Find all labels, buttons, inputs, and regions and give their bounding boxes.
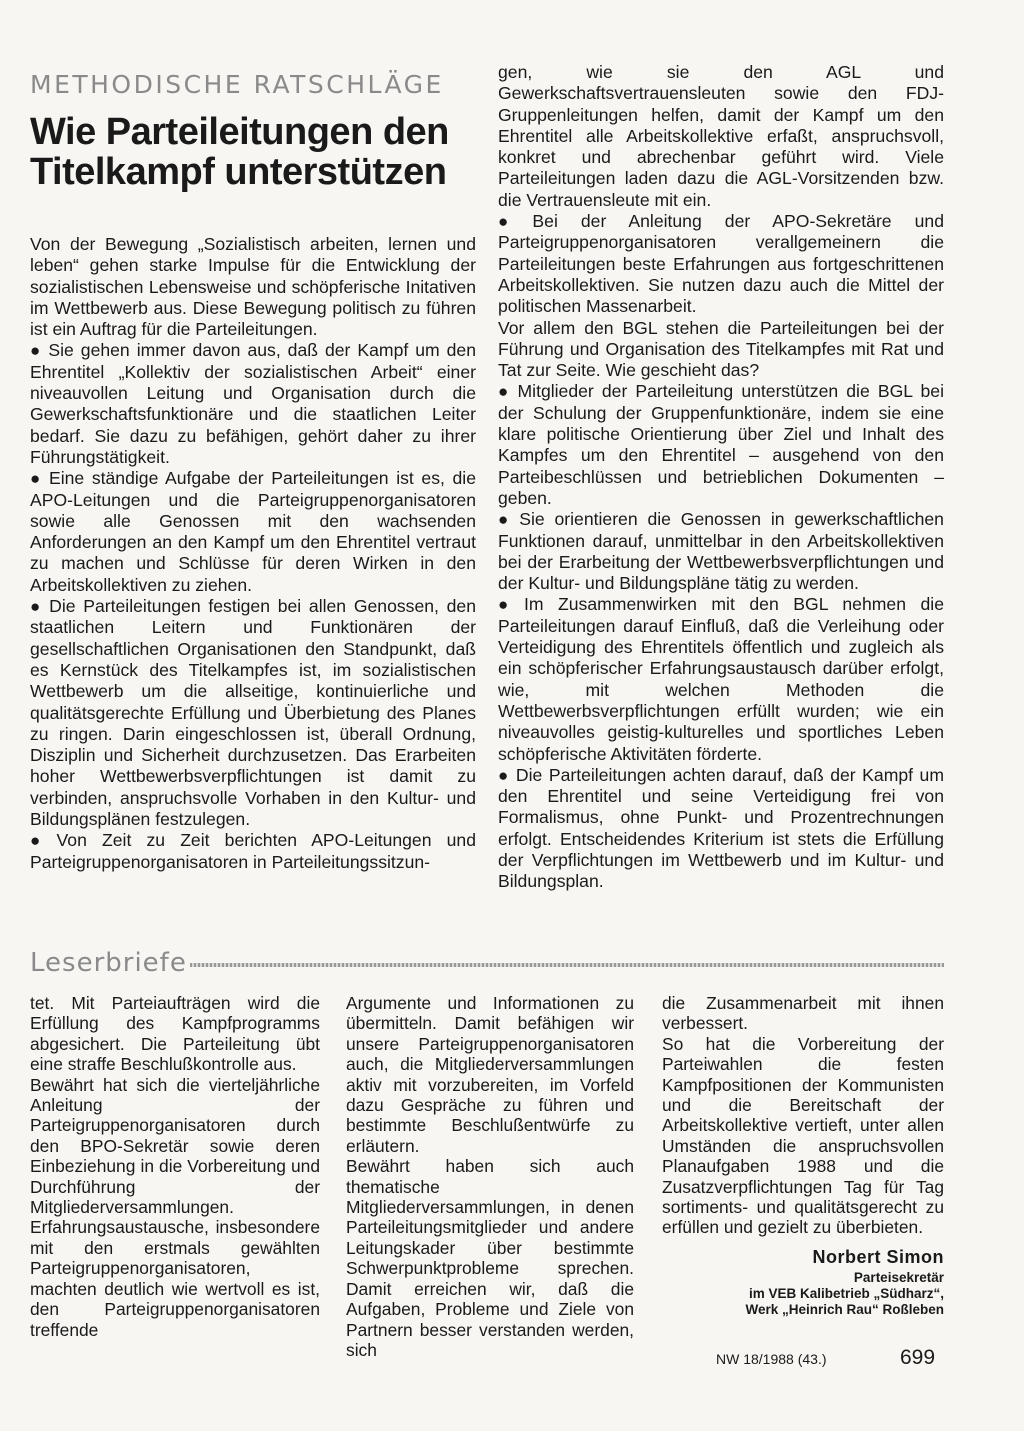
author-role-line: Werk „Heinrich Rau“ Roßleben bbox=[745, 1302, 944, 1317]
bullet-icon: ● bbox=[498, 510, 514, 530]
bullet-icon: ● bbox=[30, 831, 51, 851]
bullet-icon: ● bbox=[30, 469, 43, 489]
paragraph: tet. Mit Parteiaufträgen wird die Erfüllung des Kampfprogramms abgesichert. Die Parteileitung übt eine straffe Beschlußkontrolle aus. bbox=[30, 993, 320, 1075]
bullet-paragraph bbox=[30, 468, 476, 596]
article-headline: Wie Parteileitungen den Titelkampf unterstützen bbox=[30, 111, 449, 193]
bullet-paragraph bbox=[498, 211, 944, 317]
bullet-icon: ● bbox=[498, 595, 518, 615]
bullet-icon: ● bbox=[498, 212, 527, 232]
letters-section-title: Leserbriefe bbox=[30, 948, 187, 978]
bullet-paragraph bbox=[498, 381, 944, 509]
letters-column-3 bbox=[662, 993, 944, 1238]
section-kicker: METHODISCHE RATSCHLÄGE bbox=[30, 70, 444, 99]
paragraph: Bewährt haben sich auch thematische Mitgliederversammlungen, in denen Parteileitungsmitglieder und andere Leitungskader über bestimmte Schwerpunktprobleme sprechen. Damit erreichen wir, daß die Aufgaben, Probleme und Ziele von Partnern besser verstanden werden, sich bbox=[346, 1156, 634, 1360]
bullet-icon: ● bbox=[30, 341, 43, 361]
author-role-line: Parteisekretär bbox=[853, 1270, 944, 1285]
paragraph: gen, wie sie den AGL und Gewerkschaftsvertrauensleuten sowie den FDJ-Gruppenleitungen helfen, damit der Kampf um den Ehrentitel alle Arbeitskollektive erfaßt, anspruchsvoll, konkret und abrechenbar geführt wird. Viele Parteileitungen laden dazu die AGL-Vorsitzenden bzw. die Vertrauensleute mit ein. bbox=[498, 62, 944, 210]
paragraph-text: Im Zusammenwirken mit den BGL nehmen die Parteileitungen darauf Einfluß, daß die Verleihung oder Verteidigung des Ehrentitels öffentlich und zugleich als ein schöpferischer Erfahrungsaustausch darüber erfolgt, wie, mit welchen Methoden die Wettbewerbsverpflichtungen erfüllt wurden; wie ein niveauvolles geistig-kulturelles und sportliches Leben schöpferische Aktivitäten förderte. bbox=[498, 594, 944, 764]
letters-column-2 bbox=[346, 993, 634, 1360]
paragraph-text: Mitglieder der Parteileitung unterstützen die BGL bei der Schulung der Gruppenfunktionäre, indem sie eine klare politische Orientierung über Ziel und Inhalt des Kampfes um den Ehrentitel – ausgehend von den Parteibeschlüssen und betrieblichen Dokumenten – geben. bbox=[498, 381, 944, 508]
author-role bbox=[660, 1270, 944, 1318]
paragraph: Von der Bewegung „Sozialistisch arbeiten, lernen und leben“ gehen starke Impulse für die Entwicklung der sozialistischen Lebensweise und schöpferische Initativen im Wettbewerb aus. Diese Bewegung politisch zu führen ist ein Auftrag für die Parteileitungen. bbox=[30, 234, 476, 340]
bullet-paragraph bbox=[498, 509, 944, 594]
bullet-paragraph bbox=[30, 596, 476, 830]
bullet-icon: ● bbox=[498, 765, 510, 785]
paragraph: Argumente und Informationen zu übermitteln. Damit befähigen wir unsere Parteigruppenorganisatoren auch, die Mitgliederversammlungen aktiv mit vorzubereiten, im Vorfeld dazu Gespräche zu führen und bestimmte Beschlußentwürfe zu erläutern. bbox=[346, 993, 634, 1156]
paragraph: Vor allem den BGL stehen die Parteileitungen bei der Führung und Organisation des Titelkampfes mit Rat und Tat zur Seite. Wie geschieht das? bbox=[498, 317, 944, 381]
issue-number: NW 18/1988 (43.) bbox=[716, 1351, 827, 1367]
bullet-icon: ● bbox=[498, 382, 512, 402]
page-number: 699 bbox=[900, 1346, 936, 1369]
author-name: Norbert Simon bbox=[812, 1247, 944, 1267]
bullet-paragraph bbox=[498, 765, 944, 893]
author-role-line: im VEB Kalibetrieb „Südharz“, bbox=[748, 1286, 944, 1301]
paragraph-text: Die Parteileitungen achten darauf, daß der Kampf um den Ehrentitel und seine Verteidigung frei von Formalismus, ohne Punkt- und Prozentrechnungen erfolgt. Entscheidendes Kriterium ist stets die Erfüllung der Verpflichtungen im Wettbewerb und im Kultur- und Bildungsplan. bbox=[498, 764, 944, 892]
paragraph: die Zusammenarbeit mit ihnen verbessert. bbox=[662, 993, 944, 1034]
bullet-paragraph bbox=[30, 830, 476, 873]
letters-column-1 bbox=[30, 993, 320, 1340]
paragraph-text: Bei der Anleitung der APO-Sekretäre und Parteigruppenorganisatoren verallgemeinern die Parteileitungen beste Erfahrungen aus fortgeschrittenen Arbeitskollektiven. Sie nutzen dazu auch die Mittel der politischen Massenarbeit. bbox=[498, 211, 944, 317]
bullet-icon: ● bbox=[30, 597, 44, 617]
paragraph: Bewährt hat sich die vierteljährliche Anleitung der Parteigruppenorganisatoren durch den BPO-Sekretär sowie deren Einbeziehung in die Vorbereitung und Durchführung der Mitgliederversammlungen. Erfahrungsaustausche, insbesondere mit den erstmals gewählten Parteigruppenorganisatoren, machten deutlich wie wertvoll es ist, den Parteigruppenorganisatoren treffende bbox=[30, 1074, 320, 1340]
bullet-paragraph bbox=[30, 340, 476, 468]
bullet-paragraph bbox=[498, 594, 944, 764]
paragraph-text: Die Parteileitungen festigen bei allen Genossen, den staatlichen Leitern und Funktionären der gesellschaftlichen Organisationen den Standpunkt, daß es Kernstück des Titelkampfes ist, im sozialistischen Wettbewerb um die allseitige, kontinuierliche und qualitätsgerechte Erfüllung und Überbietung des Planes zu ringen. Darin eingeschlossen ist, überall Ordnung, Disziplin und Sicherheit durchzusetzen. Das Erarbeiten hoher Wettbewerbsverpflichtungen ist damit zu verbinden, anspruchsvolle Vorhaben in den Kultur- und Bildungsplänen festzulegen. bbox=[30, 596, 476, 830]
section-divider bbox=[190, 963, 944, 967]
paragraph: So hat die Vorbereitung der Parteiwahlen die festen Kampfpositionen der Kommunisten und die Bereitschaft der Arbeitskollektive vertieft, unter allen Umständen die anspruchsvollen Planaufgaben 1988 und die Zusatzverpflichtungen Tag für Tag sortiments- und qualitätsgerecht zu erfüllen und gezielt zu überbieten. bbox=[662, 1033, 944, 1238]
paragraph-text: Eine ständige Aufgabe der Parteileitungen ist es, die APO-Leitungen und die Parteigruppenorganisatoren sowie alle Genossen mit den wachsenden Anforderungen an den Kampf um den Ehrentitel vertraut zu machen und Schlüsse für deren Wirken in den Arbeitskollektiven zu ziehen. bbox=[30, 468, 476, 595]
paragraph-text: Sie gehen immer davon aus, daß der Kampf um den Ehrentitel „Kollektiv der sozialistischen Arbeit“ einer niveauvollen Leitung und Organisation durch die Gewerkschaftsfunktionäre und die staatlichen Leiter bedarf. Sie dazu zu befähigen, gehört daher zu ihrer Führungstätigkeit. bbox=[30, 340, 476, 467]
article-column-1 bbox=[30, 234, 476, 873]
article-column-2 bbox=[498, 62, 944, 893]
paragraph-text: Von Zeit zu Zeit berichten APO-Leitungen und Parteigruppenorganisatoren in Parteileitungssitzun- bbox=[30, 830, 476, 872]
paragraph-text: Sie orientieren die Genossen in gewerkschaftlichen Funktionen darauf, unmittelbar in den Arbeitskollektiven bei der Erarbeitung der Wettbewerbsverpflichtungen und der Kultur- und Bildungspläne tätig zu werden. bbox=[498, 509, 944, 594]
